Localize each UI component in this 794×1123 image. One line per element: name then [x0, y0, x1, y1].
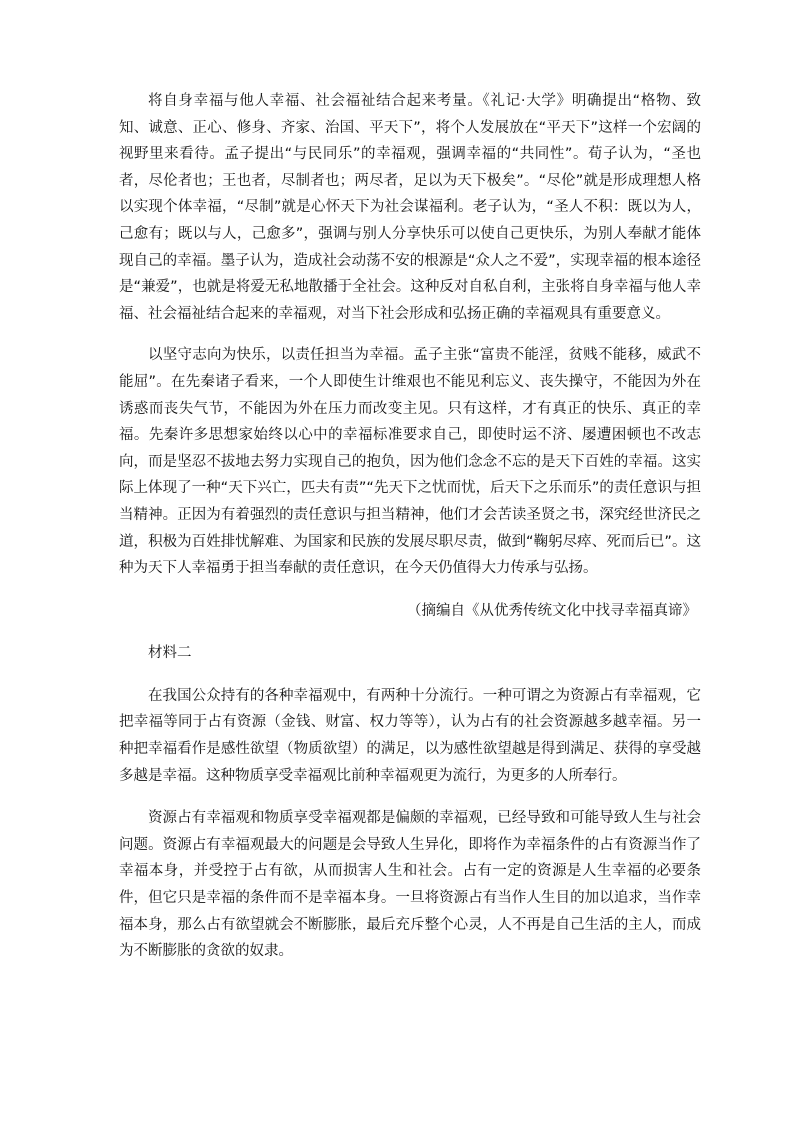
paragraph-spacer — [119, 582, 701, 598]
material2-paragraph-1: 在我国公众持有的各种幸福观中，有两种十分流行。一种可谓之为资源占有幸福观，它把幸福等同于占有资源（金钱、财富、权力等等），认为占有的社会资源越多越幸福。另一种把幸福看作是感性欲望（物质欲望）的满足，以为感性欲望越是得到满足、获得的享受越多越是幸福。这种物质享受幸福观比前种幸福观更为流行，为更多的人所奉行。 — [119, 687, 701, 784]
material2-paragraph-2: 资源占有幸福观和物质享受幸福观都是偏颇的幸福观，已经导致和可能导致人生与社会问题。资源占有幸福观最大的问题是会导致人生异化，即将作为幸福条件的占有资源当作了幸福本身，并受控于占有欲，从而损害人生和社会。占有一定的资源是人生幸福的必要条件，但它只是幸福的条件而不是幸福本身。一旦将资源占有当作人生目的加以追求，当作幸福本身，那么占有欲望就会不断膨胀，最后充斥整个心灵，人不再是自己生活的主人，而成为不断膨胀的贪欲的奴隶。 — [119, 810, 701, 960]
material1-paragraph-2: 以坚守志向为快乐，以责任担当为幸福。孟子主张“富贵不能淫，贫贱不能移，威武不能屈”。在先秦诸子看来，一个人即使生计维艰也不能见利忘义、丧失操守，不能因为外在诱惑而丧失气节，不能因为外在压力而改变主见。只有这样，才有真正的快乐、真正的幸福。先秦许多思想家始终以心中的幸福标准要求自己，即使时运不济、屡遭困顿也不改志向，而是坚忍不拔地去努力实现自己的抱负，因为他们念念不忘的是天下百姓的幸福。这实际上体现了一种“天下兴亡，匹夫有责”“先天下之忧而忧，后天下之乐而乐”的责任意识与担当精神。正因为有着强烈的责任意识与担当精神，他们才会苦读圣贤之书，深究经世济民之道，积极为百姓排忧解难、为国家和民族的发展尽职尽责，做到“鞠躬尽瘁、死而后已”。这种为天下人幸福勇于担当奉献的责任意识，在今天仍值得大力传承与弘扬。 — [119, 347, 701, 577]
paragraph-spacer — [119, 667, 701, 683]
document-page — [119, 88, 701, 965]
paragraph-spacer — [119, 327, 701, 342]
paragraph-spacer — [119, 789, 701, 805]
source-citation: （摘编自《从优秀传统文化中找寻幸福真谛》 — [407, 602, 697, 619]
material2-heading: 材料二 — [148, 645, 192, 662]
material1-paragraph-1: 将自身幸福与他人幸福、社会福祉结合起来考量。《礼记·大学》明确提出“格物、致知、诚意、正心、修身、齐家、治国、平天下”，将个人发展放在“平天下”这样一个宏阔的视野里来看待。孟子提出“与民同乐”的幸福观，强调幸福的“共同性”。荀子认为，“圣也者，尽伦者也；王也者，尽制者也；两尽者，足以为天下极矣”。“尽伦”就是形成理想人格以实现个体幸福，“尽制”就是心怀天下为社会谋福利。老子认为，“圣人不积：既以为人，己愈有；既以与人，己愈多”，强调与别人分享快乐可以使自己更快乐，为别人奉献才能体现自己的幸福。墨子认为，造成社会动荡不安的根源是“众人之不爱”，实现幸福的根本途径是“兼爱”，也就是将爱无私地散播于全社会。这种反对自私自利，主张将自身幸福与他人幸福、社会福祉结合起来的幸福观，对当下社会形成和弘扬正确的幸福观具有重要意义。 — [119, 93, 701, 322]
paragraph-spacer — [119, 624, 701, 640]
